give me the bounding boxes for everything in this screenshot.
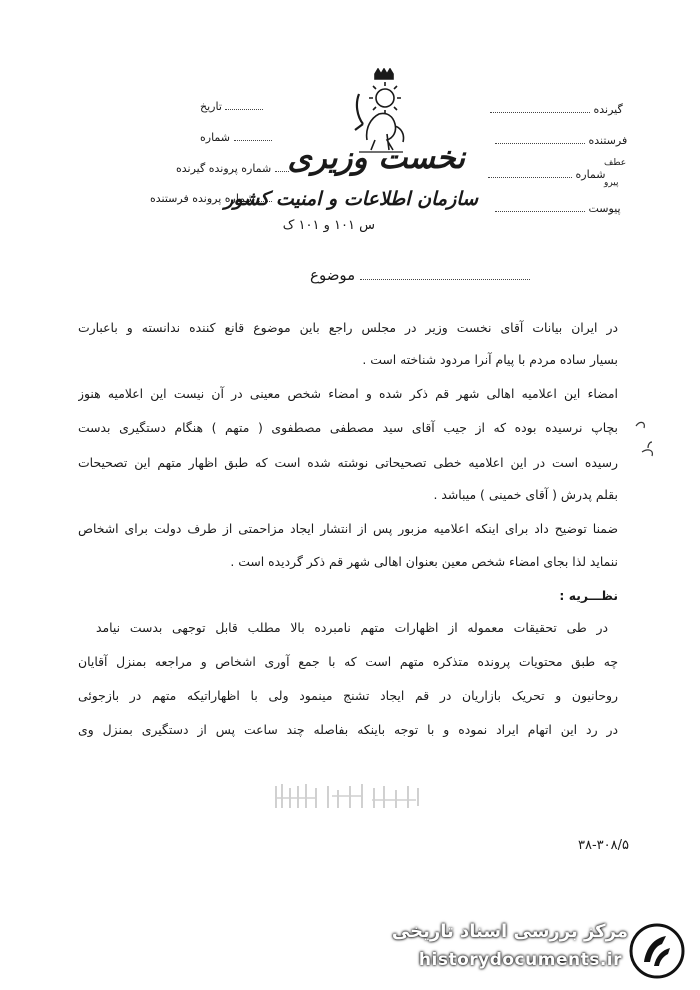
org-subtitle: سازمان اطلاعات و امنیت کشور	[224, 188, 478, 210]
peyro-label: پیرو	[604, 178, 619, 188]
receiver-file-number-label: شماره پرونده گیرنده	[176, 162, 272, 175]
sender-field	[495, 134, 627, 147]
handwritten-mark-icon	[630, 418, 660, 468]
body-line-3: امضاء این اعلامیه اهالی شهر قم ذکر شده و امضاء شخص معینی در آن نیست این اعلامیه هنوز	[78, 386, 618, 401]
watermark-org-name: مرکز بررسی اسناد تاریخی	[391, 921, 628, 942]
body-line-11: روحانیون و تحریک بازاریان در قم ایجاد تشنج مینمود ولی با اظهاراتیکه متهم در بازجوئی	[78, 688, 618, 703]
body-line-5: رسیده است در این اعلامیه خطی تصحیحاتی نوشته شده است که طبق اظهار متهم این تصحیحات	[78, 455, 618, 470]
document-number: ۳۸-۳۰۸/۵	[578, 838, 629, 853]
body-line-4: بچاپ نرسیده بوده که از جیب آقای سید مصطفی مصطفوی ( متهم ) هنگام دستگیری بدست	[78, 420, 618, 435]
number-label-left: شماره	[200, 131, 231, 144]
body-line-12: در رد این اتهام ایراد نموده و با توجه باینکه بفاصله چند ساعت پس از دستگیری بمنزل وی	[78, 722, 618, 737]
body-line-2: بسیار ساده مردم با پیام آنرا مردود شناخته است .	[362, 352, 618, 367]
body-line-9: در طی تحقیقات معموله از اظهارات متهم نامبرده بالا مطلب قابل توجهی بدست نیامد	[96, 620, 608, 635]
number-field-left	[200, 131, 272, 144]
body-line-7: ضمنا توضیح داد برای اینکه اعلامیه مزبور پس از انتشار ایجاد مزاحمتی از طرف دولت برای اشخاص	[78, 521, 618, 536]
receiver-file-number-field	[176, 162, 289, 175]
body-line-1: در ایران بیانات آقای نخست وزیر در مجلس راجع باین موضوع قانع کننده ندانسته و باعبارت	[78, 320, 618, 335]
sender-label: فرستنده	[588, 134, 628, 147]
date-label: تاریخ	[200, 100, 222, 113]
attachment-label: پیوست	[588, 202, 621, 215]
date-field	[200, 100, 263, 113]
subject-label: موضوع	[310, 266, 356, 284]
receiver-label: گیرنده	[593, 103, 623, 116]
receiver-field	[490, 103, 623, 116]
body-line-6: بقلم پدرش ( آقای خمینی ) میباشد .	[433, 487, 618, 502]
attachment-field	[495, 202, 621, 215]
atf-label: عطف	[604, 158, 627, 168]
body-line-8: ننماید لذا بجای امضاء شخص معین بعنوان اهالی شهر قم ذکر گردیده است .	[230, 554, 618, 569]
watermark-url: historydocuments.ir	[418, 950, 622, 970]
historydocuments-logo-icon	[628, 922, 686, 980]
sender-file-number-label: شماره پرونده فرستنده	[150, 192, 255, 205]
opinion-heading: نظـــریه :	[559, 588, 618, 603]
number-field-right	[488, 168, 606, 181]
subject-field	[310, 266, 536, 284]
reference-code: س ۱۰۱ و ۱۰۱ ک	[282, 218, 375, 233]
number-label-right: شماره	[575, 168, 606, 181]
org-title: نخست وزیری	[287, 140, 465, 176]
body-line-10: چه طبق محتویات پرونده متذکره متهم است که با جمع آوری اشخاص و مراجعه بمنزل آقایان	[78, 654, 618, 669]
faded-stamp-icon	[272, 778, 422, 814]
